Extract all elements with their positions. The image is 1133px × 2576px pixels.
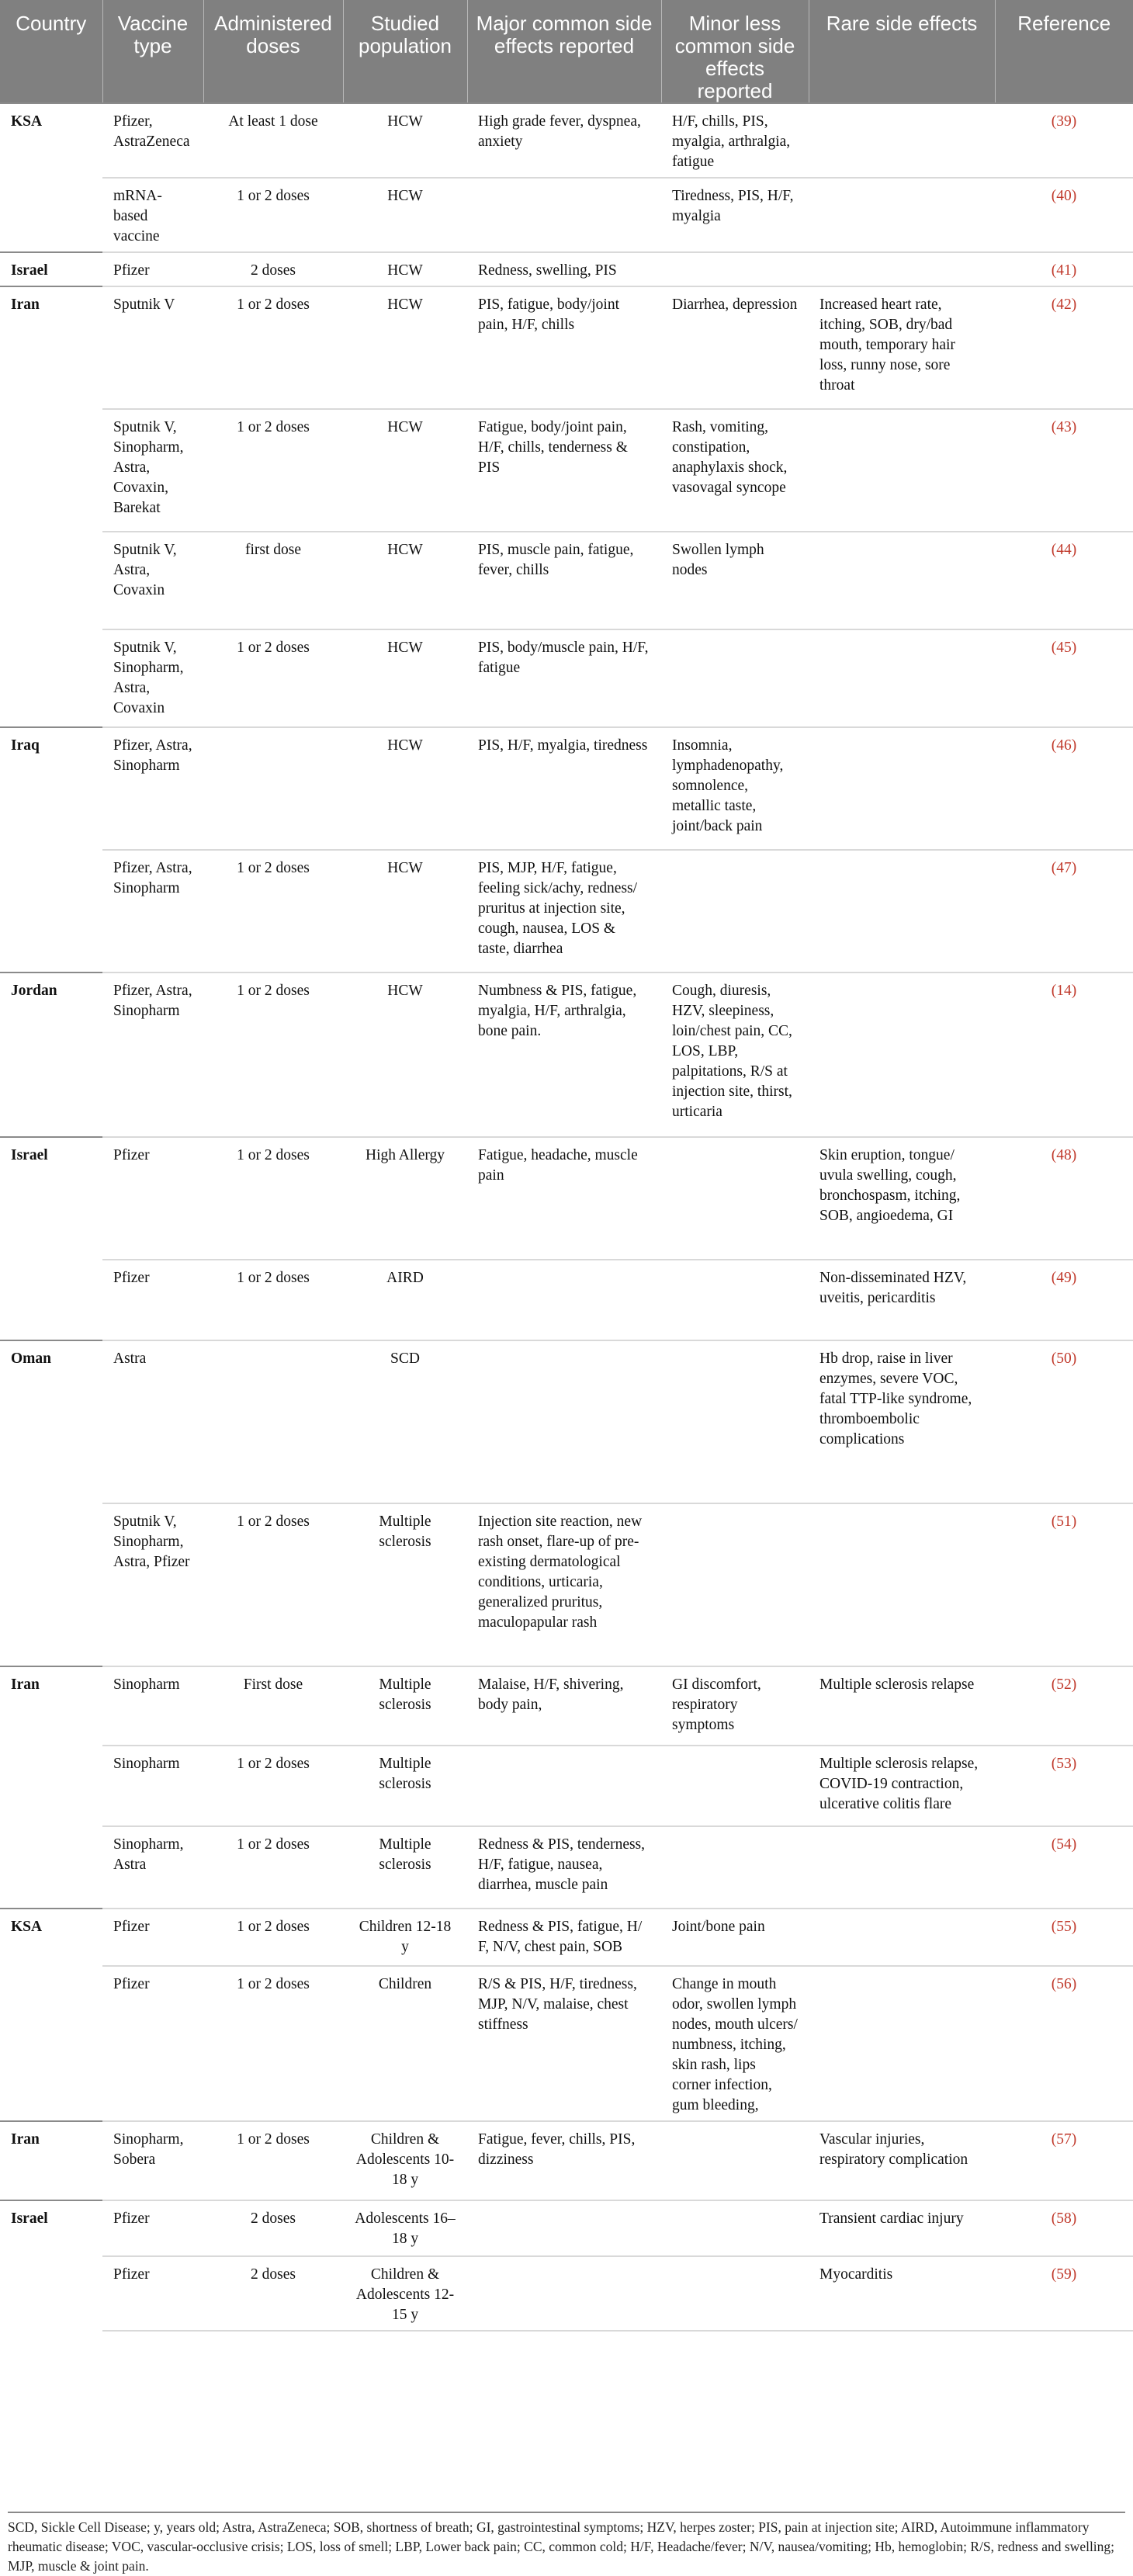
cell-major: PIS, H/F, myalgia, tiredness (467, 727, 661, 850)
table-row (0, 850, 1133, 973)
cell-minor: Insomnia, lymphadenopathy, somnolence, metallic taste, joint/back pain (661, 727, 809, 850)
cell-vaccine: Sputnik V (102, 286, 203, 409)
cell-rare (809, 1909, 995, 1966)
cell-population: HCW (343, 252, 467, 286)
cell-ref[interactable]: (57) (995, 2121, 1133, 2200)
cell-rare (809, 409, 995, 532)
cell-minor: Rash, vomiting, constipation, anaphylaxis shock, vasovagal syncope (661, 409, 809, 532)
cell-country: Oman (0, 1340, 102, 1503)
cell-minor (661, 2121, 809, 2200)
header-major-side-effects: Major common side effects reported (467, 0, 661, 103)
cell-minor (661, 1137, 809, 1260)
cell-population: HCW (343, 409, 467, 532)
cell-ref[interactable]: (40) (995, 178, 1133, 252)
cell-ref[interactable]: (44) (995, 532, 1133, 629)
cell-population: HCW (343, 532, 467, 629)
cell-minor: Cough, diuresis, HZV, sleepiness, loin/chest pain, CC, LOS, LBP, palpitations, R/S at injection site, thirst, urticaria (661, 973, 809, 1137)
table-row (0, 1503, 1133, 1666)
header-administered-doses: Administered doses (203, 0, 343, 103)
table-row (0, 252, 1133, 286)
cell-country: Iraq (0, 727, 102, 850)
cell-major (467, 1746, 661, 1826)
cell-rare: Myocarditis (809, 2256, 995, 2331)
cell-major: High grade fever, dyspnea, anxiety (467, 103, 661, 178)
cell-rare: Multiple sclerosis relapse, COVID-19 contraction, ulcerative colitis flare (809, 1746, 995, 1826)
cell-doses: 1 or 2 doses (203, 1746, 343, 1826)
cell-doses: 1 or 2 doses (203, 1260, 343, 1340)
cell-doses (203, 1340, 343, 1503)
cell-minor (661, 1746, 809, 1826)
cell-minor: Diarrhea, depression (661, 286, 809, 409)
cell-vaccine: Astra (102, 1340, 203, 1503)
cell-vaccine: Sputnik V, Astra, Covaxin (102, 532, 203, 629)
cell-country: Israel (0, 252, 102, 286)
table-row (0, 409, 1133, 532)
cell-population: HCW (343, 103, 467, 178)
cell-ref[interactable]: (47) (995, 850, 1133, 973)
cell-major: Redness & PIS, tenderness, H/F, fatigue, nausea, diarrhea, muscle pain (467, 1826, 661, 1909)
cell-country: Iran (0, 2121, 102, 2200)
cell-major: PIS, muscle pain, fatigue, fever, chills (467, 532, 661, 629)
cell-country: KSA (0, 103, 102, 178)
cell-minor: GI discomfort, respiratory symptoms (661, 1666, 809, 1746)
cell-ref[interactable]: (43) (995, 409, 1133, 532)
cell-rare (809, 850, 995, 973)
cell-rare: Skin eruption, tongue/ uvula swelling, cough, bronchospasm, itching, SOB, angioedema, GI (809, 1137, 995, 1260)
cell-rare: Transient cardiac injury (809, 2200, 995, 2256)
cell-vaccine: Pfizer, Astra, Sinopharm (102, 727, 203, 850)
cell-vaccine: Sputnik V, Sinopharm, Astra, Covaxin (102, 629, 203, 727)
cell-major: PIS, fatigue, body/joint pain, H/F, chills (467, 286, 661, 409)
cell-minor (661, 1260, 809, 1340)
cell-vaccine: Pfizer (102, 1137, 203, 1260)
cell-doses: first dose (203, 532, 343, 629)
cell-rare (809, 1826, 995, 1909)
cell-doses: 2 doses (203, 2200, 343, 2256)
cell-major (467, 1340, 661, 1503)
cell-vaccine: Sputnik V, Sinopharm, Astra, Pfizer (102, 1503, 203, 1666)
cell-population: Multiple sclerosis (343, 1666, 467, 1746)
cell-vaccine: Sputnik V, Sinopharm, Astra, Covaxin, Barekat (102, 409, 203, 532)
cell-vaccine: Pfizer (102, 1260, 203, 1340)
cell-rare (809, 727, 995, 850)
cell-rare: Increased heart rate, itching, SOB, dry/bad mouth, temporary hair loss, runny nose, sore throat (809, 286, 995, 409)
table-row (0, 727, 1133, 850)
cell-population: HCW (343, 286, 467, 409)
cell-population: HCW (343, 727, 467, 850)
cell-population: High Allergy (343, 1137, 467, 1260)
table-row (0, 1966, 1133, 2121)
cell-vaccine: Sinopharm (102, 1746, 203, 1826)
cell-minor (661, 2200, 809, 2256)
cell-country (0, 2256, 102, 2331)
table-row (0, 1340, 1133, 1503)
header-minor-side-effects: Minor less common side effects reported (661, 0, 809, 103)
cell-doses: 1 or 2 doses (203, 178, 343, 252)
cell-major: Fatigue, fever, chills, PIS, dizziness (467, 2121, 661, 2200)
cell-minor: Joint/bone pain (661, 1909, 809, 1966)
cell-vaccine: mRNA-based vaccine (102, 178, 203, 252)
cell-doses: 1 or 2 doses (203, 629, 343, 727)
cell-doses: 1 or 2 doses (203, 1137, 343, 1260)
cell-minor (661, 252, 809, 286)
cell-country: Israel (0, 1137, 102, 1260)
table-row (0, 286, 1133, 409)
table-row (0, 1137, 1133, 1260)
cell-major (467, 2256, 661, 2331)
table-row (0, 178, 1133, 252)
cell-vaccine: Sinopharm, Sobera (102, 2121, 203, 2200)
cell-country (0, 850, 102, 973)
cell-population: Multiple sclerosis (343, 1746, 467, 1826)
cell-doses: 1 or 2 doses (203, 850, 343, 973)
cell-major: PIS, MJP, H/F, fatigue, feeling sick/achy, redness/ pruritus at injection site, cough, nausea, LOS & taste, diarrhea (467, 850, 661, 973)
cell-population: Children 12-18 y (343, 1909, 467, 1966)
cell-ref[interactable]: (50) (995, 1340, 1133, 1503)
cell-rare: Multiple sclerosis relapse (809, 1666, 995, 1746)
cell-rare (809, 629, 995, 727)
cell-doses: 1 or 2 doses (203, 409, 343, 532)
cell-ref[interactable]: (56) (995, 1966, 1133, 2121)
cell-major: R/S & PIS, H/F, tiredness, MJP, N/V, malaise, chest stiffness (467, 1966, 661, 2121)
cell-minor (661, 850, 809, 973)
cell-major (467, 2200, 661, 2256)
cell-ref[interactable]: (45) (995, 629, 1133, 727)
cell-minor: Tiredness, PIS, H/F, myalgia (661, 178, 809, 252)
header-reference: Reference (995, 0, 1133, 103)
cell-ref[interactable]: (51) (995, 1503, 1133, 1666)
cell-country (0, 1260, 102, 1340)
cell-ref[interactable]: (58) (995, 2200, 1133, 2256)
cell-minor (661, 1503, 809, 1666)
cell-country (0, 1746, 102, 1826)
cell-minor (661, 1826, 809, 1909)
table-row (0, 1260, 1133, 1340)
table-row (0, 2256, 1133, 2331)
cell-country: Jordan (0, 973, 102, 1137)
cell-country (0, 1503, 102, 1666)
cell-rare (809, 103, 995, 178)
cell-country: Iran (0, 286, 102, 409)
table-row (0, 973, 1133, 1137)
cell-population: HCW (343, 973, 467, 1137)
cell-major: Redness & PIS, fatigue, H/ F, N/V, chest pain, SOB (467, 1909, 661, 1966)
cell-ref[interactable]: (42) (995, 286, 1133, 409)
cell-vaccine: Pfizer (102, 2256, 203, 2331)
cell-population: Children & Adolescents 12-15 y (343, 2256, 467, 2331)
table-row (0, 1826, 1133, 1909)
cell-rare: Non-disseminated HZV, uveitis, pericarditis (809, 1260, 995, 1340)
cell-country: KSA (0, 1909, 102, 1966)
cell-vaccine: Pfizer (102, 2200, 203, 2256)
cell-ref[interactable]: (49) (995, 1260, 1133, 1340)
cell-doses: 1 or 2 doses (203, 1909, 343, 1966)
cell-rare (809, 1503, 995, 1666)
table-row (0, 1909, 1133, 1966)
cell-country (0, 1966, 102, 2121)
cell-country: Israel (0, 2200, 102, 2256)
header-studied-population: Studied population (343, 0, 467, 103)
cell-rare (809, 252, 995, 286)
cell-ref[interactable]: (55) (995, 1909, 1133, 1966)
cell-major: PIS, body/muscle pain, H/F, fatigue (467, 629, 661, 727)
cell-major: Fatigue, body/joint pain, H/F, chills, tenderness & PIS (467, 409, 661, 532)
cell-rare (809, 1966, 995, 2121)
cell-ref[interactable]: (14) (995, 973, 1133, 1137)
cell-ref[interactable]: (53) (995, 1746, 1133, 1826)
cell-rare (809, 973, 995, 1137)
cell-vaccine: Pfizer (102, 1966, 203, 2121)
cell-minor: Change in mouth odor, swollen lymph nodes, mouth ulcers/ numbness, itching, skin rash, lips corner infection, gum bleeding, (661, 1966, 809, 2121)
cell-doses: 1 or 2 doses (203, 1966, 343, 2121)
header-rare-side-effects: Rare side effects (809, 0, 995, 103)
header-country: Country (0, 0, 102, 103)
cell-population: Children (343, 1966, 467, 2121)
cell-major: Malaise, H/F, shivering, body pain, (467, 1666, 661, 1746)
cell-population: Children & Adolescents 10-18 y (343, 2121, 467, 2200)
cell-doses (203, 727, 343, 850)
table-row (0, 2121, 1133, 2200)
cell-country: Iran (0, 1666, 102, 1746)
cell-doses: First dose (203, 1666, 343, 1746)
cell-ref[interactable]: (54) (995, 1826, 1133, 1909)
cell-minor: Swollen lymph nodes (661, 532, 809, 629)
cell-doses: 1 or 2 doses (203, 1503, 343, 1666)
cell-ref[interactable]: (59) (995, 2256, 1133, 2331)
cell-major: Injection site reaction, new rash onset, flare-up of pre-existing dermatological conditions, urticaria, generalized pruritus, maculopapular rash (467, 1503, 661, 1666)
cell-doses: 2 doses (203, 2256, 343, 2331)
cell-doses: 2 doses (203, 252, 343, 286)
header-vaccine-type: Vaccine type (102, 0, 203, 103)
table-footnote: SCD, Sickle Cell Disease; y, years old; Astra, AstraZeneca; SOB, shortness of breath; GI, gastrointestinal symptoms; HZV, herpes zoster; PIS, pain at injection site; AIRD, Autoimmune inflammatory rheumatic disease; VOC, vascular-occlusive crisis; LOS, loss of smell; LBP, Lower back pain; CC, common cold; H/F, Headache/fever; N/V, nausea/vomiting; Hb, hemoglobin; R/S, redness and swelling; MJP, muscle & joint pain. (8, 2512, 1125, 2576)
table-row (0, 1666, 1133, 1746)
cell-major (467, 1260, 661, 1340)
cell-doses: 1 or 2 doses (203, 2121, 343, 2200)
cell-population: SCD (343, 1340, 467, 1503)
cell-major (467, 178, 661, 252)
table-row (0, 2200, 1133, 2256)
table-body (0, 103, 1133, 2331)
cell-major: Fatigue, headache, muscle pain (467, 1137, 661, 1260)
cell-rare: Hb drop, raise in liver enzymes, severe VOC, fatal TTP-like syndrome, thromboembolic complications (809, 1340, 995, 1503)
table-row (0, 532, 1133, 629)
cell-doses: 1 or 2 doses (203, 286, 343, 409)
cell-vaccine: Pfizer, Astra, Sinopharm (102, 850, 203, 973)
cell-minor (661, 2256, 809, 2331)
table-row (0, 629, 1133, 727)
cell-minor (661, 1340, 809, 1503)
cell-doses: 1 or 2 doses (203, 973, 343, 1137)
table-row (0, 103, 1133, 178)
cell-ref[interactable]: (48) (995, 1137, 1133, 1260)
cell-vaccine: Pfizer (102, 252, 203, 286)
cell-vaccine: Pfizer (102, 1909, 203, 1966)
cell-major: Redness, swelling, PIS (467, 252, 661, 286)
cell-country (0, 409, 102, 532)
table-row (0, 1746, 1133, 1826)
cell-country (0, 178, 102, 252)
cell-minor (661, 629, 809, 727)
cell-population: HCW (343, 178, 467, 252)
cell-ref[interactable]: (41) (995, 252, 1133, 286)
cell-doses: At least 1 dose (203, 103, 343, 178)
cell-population: Multiple sclerosis (343, 1503, 467, 1666)
cell-minor: H/F, chills, PIS, myalgia, arthralgia, fatigue (661, 103, 809, 178)
cell-ref[interactable]: (39) (995, 103, 1133, 178)
cell-country (0, 532, 102, 629)
cell-ref[interactable]: (46) (995, 727, 1133, 850)
cell-major: Numbness & PIS, fatigue, myalgia, H/F, arthralgia, bone pain. (467, 973, 661, 1137)
cell-country (0, 629, 102, 727)
cell-population: Adolescents 16–18 y (343, 2200, 467, 2256)
cell-rare: Vascular injuries, respiratory complication (809, 2121, 995, 2200)
header-row (0, 0, 1133, 103)
cell-country (0, 1826, 102, 1909)
cell-doses: 1 or 2 doses (203, 1826, 343, 1909)
cell-rare (809, 532, 995, 629)
cell-rare (809, 178, 995, 252)
cell-population: Multiple sclerosis (343, 1826, 467, 1909)
cell-population: AIRD (343, 1260, 467, 1340)
cell-vaccine: Pfizer, Astra, Sinopharm (102, 973, 203, 1137)
cell-population: HCW (343, 629, 467, 727)
cell-vaccine: Sinopharm (102, 1666, 203, 1746)
cell-vaccine: Sinopharm, Astra (102, 1826, 203, 1909)
cell-population: HCW (343, 850, 467, 973)
cell-ref[interactable]: (52) (995, 1666, 1133, 1746)
cell-vaccine: Pfizer, AstraZeneca (102, 103, 203, 178)
